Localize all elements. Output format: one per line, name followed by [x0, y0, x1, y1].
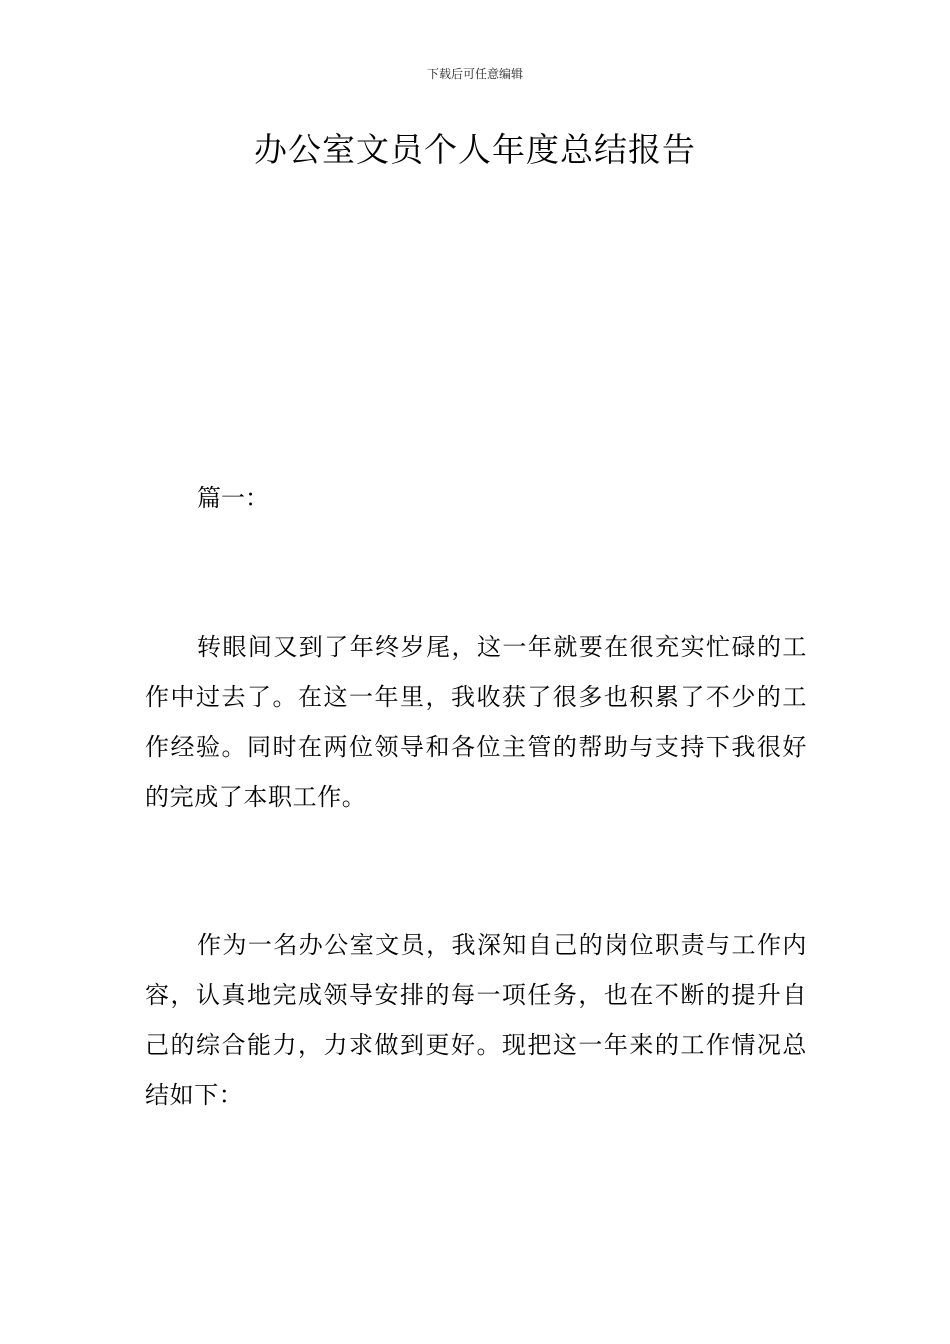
section-heading: 篇一： — [197, 484, 269, 512]
body-paragraph-2: 作为一名办公室文员，我深知自己的岗位职责与工作内容，认真地完成领导安排的每一项任务，也在不断的提升自己的综合能力，力求做到更好。现把这一年来的工作情况总结如下： — [145, 931, 807, 1109]
header-note: 下载后可任意编辑 — [426, 67, 523, 81]
body-paragraph-1: 转眼间又到了年终岁尾，这一年就要在很充实忙碌的工作中过去了。在这一年里，我收获了很多也积累了不少的工作经验。同时在两位领导和各位主管的帮助与支持下我很好的完成了本职工作。 — [145, 633, 807, 811]
document-title: 办公室文员个人年度总结报告 — [254, 130, 696, 169]
